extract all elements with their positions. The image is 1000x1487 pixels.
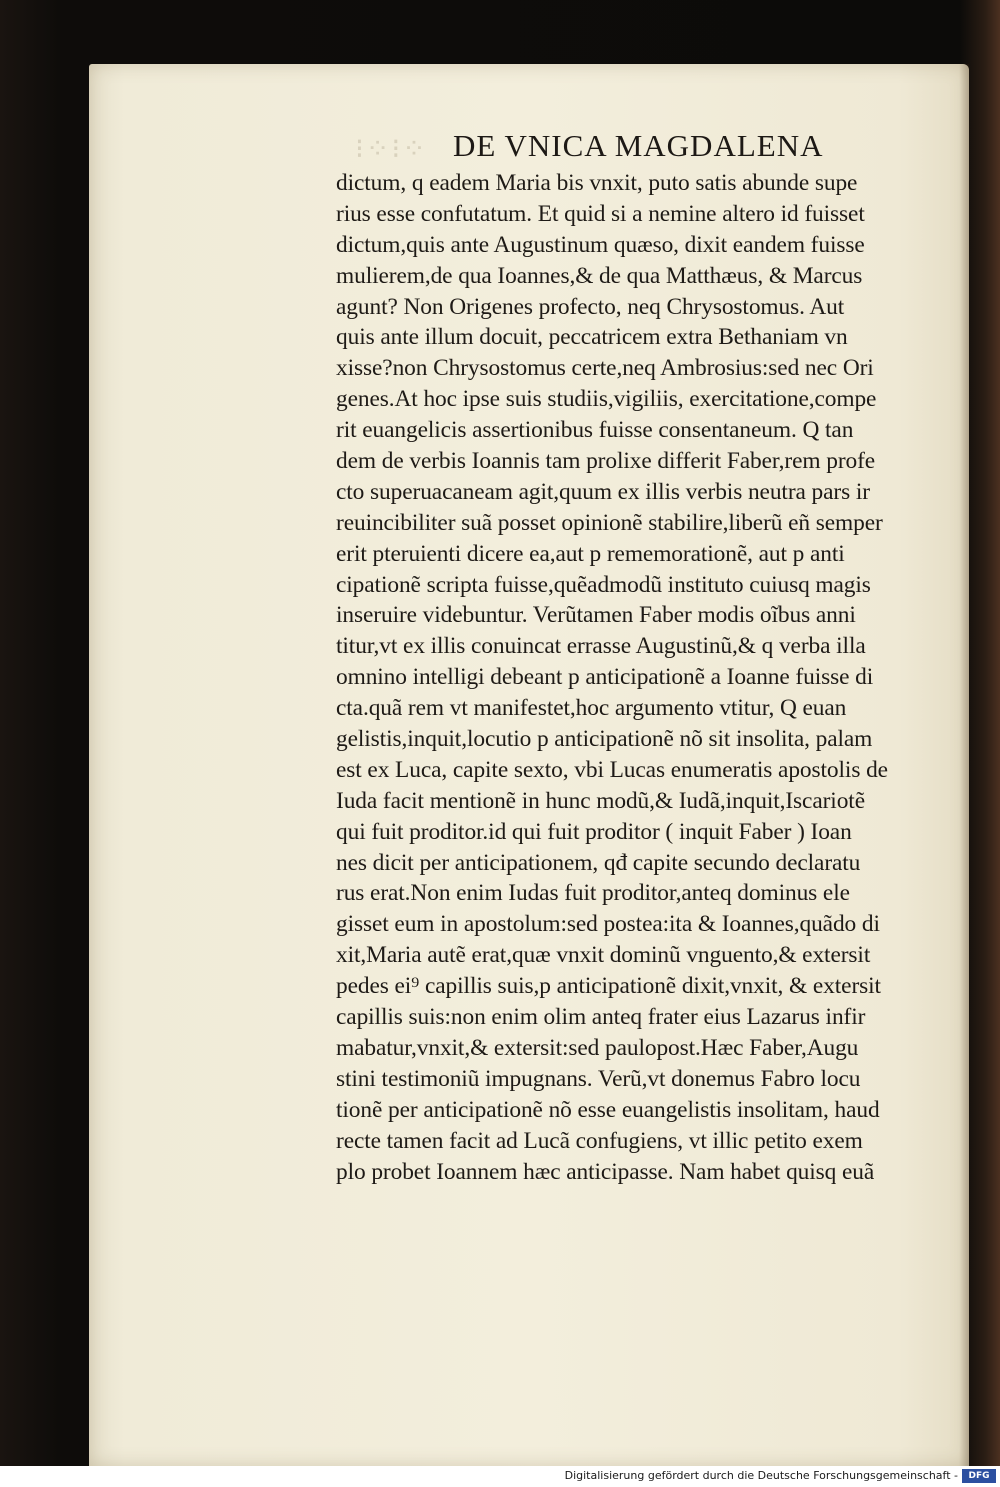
text-line: erit pteruienti dicere ea,aut p rememorationẽ, aut p anti [336, 540, 845, 567]
text-line: reuincibiliter suã posset opinionẽ stabilire,liberũ eñ semper [336, 509, 883, 536]
text-line: capillis suis:non enim olim anteq frater eius Lazarus infir [336, 1004, 866, 1031]
text-line: cto superuacaneam agit,quum ex illis verbis neutra pars ir [336, 478, 870, 505]
text-line: mulierem,de qua Ioannes,& de qua Matthæus, & Marcus [336, 262, 863, 289]
text-line: plo probet Ioannem hæc anticipasse. Nam habet quisq euã [336, 1158, 875, 1185]
text-line: titur,vt ex illis conuincat errasse Augustinũ,& q verba illa [336, 633, 866, 660]
text-line: genes.At hoc ipse suis studiis,vigiliis, exercitatione,compe [336, 386, 877, 413]
bleed-through-mark: ⁝⁘⁝⁘ [355, 134, 428, 165]
text-line: rus erat.Non enim Iudas fuit proditor,anteq dominus ele [336, 880, 850, 907]
text-line: pedes ei⁹ capillis suis,p anticipationẽ dixit,vnxit, & extersit [336, 973, 881, 1000]
text-line: quis ante illum docuit, peccatricem extra Bethaniam vn [336, 324, 848, 351]
text-line: cta.quã rem vt manifestet,hoc argumento vtitur, Q euan [336, 695, 847, 722]
text-line: rit euangelicis assertionibus fuisse consentaneum. Q tan [336, 417, 854, 444]
text-line: dictum, q eadem Maria bis vnxit, puto satis abunde supe [336, 170, 858, 196]
running-header: DE VNICA MAGDALENA [453, 128, 824, 163]
text-line: est ex Luca, capite sexto, vbi Lucas enumeratis apostolis de [336, 756, 888, 783]
text-line: stini testimoniũ impugnans. Verũ,vt donemus Fabro locu [336, 1065, 861, 1092]
dfg-logo-icon: DFG [962, 1469, 996, 1483]
body-text [336, 168, 948, 1187]
text-line: cipationẽ scripta fuisse,quẽadmodũ instituto cuiusq magis [336, 571, 871, 598]
text-line: recte tamen facit ad Lucã confugiens, vt illic petito exem [336, 1127, 863, 1154]
text-line: rius esse confutatum. Et quid si a nemine altero id fuisset [336, 200, 865, 227]
footer-bar [0, 1466, 1000, 1487]
text-line: agunt? Non Origenes profecto, neq Chrysostomus. Aut [336, 293, 845, 320]
text-line: inseruire videbuntur. Verũtamen Faber modis oĩbus anni [336, 602, 856, 629]
text-line: xisse?non Chrysostomus certe,neq Ambrosius:sed nec Ori [336, 355, 874, 382]
text-line: mabatur,vnxit,& extersit:sed paulopost.Hæc Faber,Augu [336, 1034, 859, 1061]
text-line: gisset eum in apostolum:sed postea:ita & Ioannes,quãdo di [336, 911, 880, 938]
text-line: tionẽ per anticipationẽ nõ esse euangelistis insolitam, haud [336, 1096, 880, 1123]
text-line: gelistis,inquit,locutio p anticipationẽ nõ sit insolita, palam [336, 726, 873, 753]
text-line: omnino intelligi debeant p anticipationẽ a Ioanne fuisse di [336, 664, 874, 691]
text-line: dem de verbis Ioannis tam prolixe differit Faber,rem profe [336, 448, 876, 475]
text-line: dictum,quis ante Augustinum quæso, dixit eandem fuisse [336, 231, 865, 258]
text-line: qui fuit proditor.id qui fuit proditor ( inquit Faber ) Ioan [336, 818, 852, 845]
text-line: nes dicit per anticipationem, qđ capite secundo declaratu [336, 849, 861, 876]
text-line: xit,Maria autẽ erat,quæ vnxit dominũ vnguento,& extersit [336, 942, 871, 969]
footer-credit: Digitalisierung gefördert durch die Deutsche Forschungsgemeinschaft - [564, 1469, 958, 1482]
text-line: Iuda facit mentionẽ in hunc modũ,& Iudã,inquit,Iscariotẽ [336, 787, 865, 814]
